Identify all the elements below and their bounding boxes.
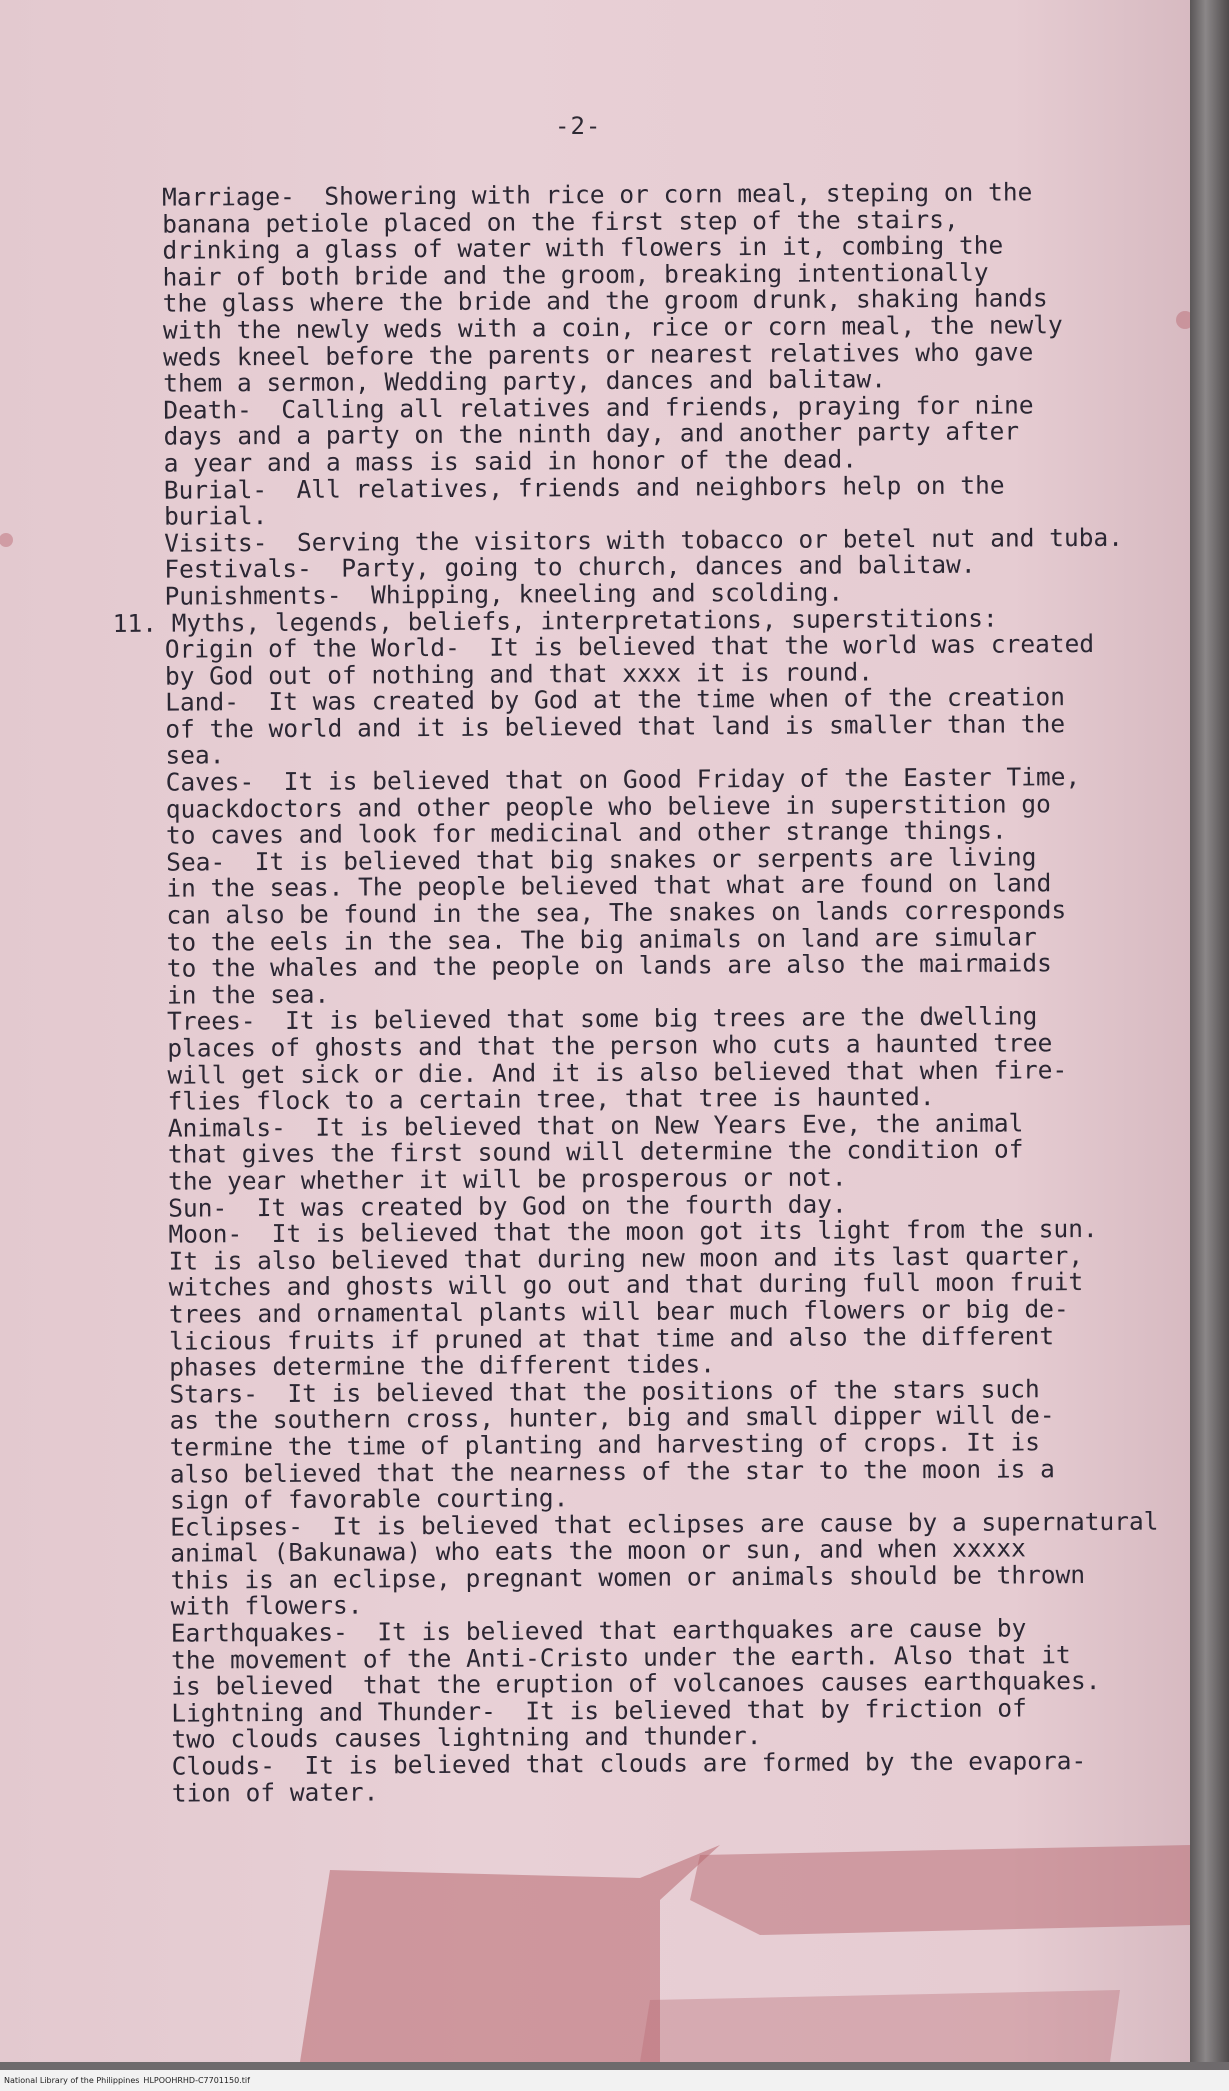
- text-line: Moon- It is believed that the moon got its light from the sun.: [168, 1214, 1098, 1249]
- text-line: tion of water.: [171, 1777, 379, 1808]
- text-line: sign of favorable courting.: [169, 1483, 569, 1515]
- text-line: is believed that the eruption of volcanoes causes earthquakes.: [171, 1666, 1101, 1701]
- text-line: Burial- All relatives, friends and neighbors help on the: [163, 470, 1005, 505]
- text-line: Eclipses- It is believed that eclipses are cause by a supernatural: [170, 1506, 1159, 1542]
- text-line: quackdoctors and other people who believe in superstition go: [165, 788, 1051, 824]
- text-line: sea.: [165, 740, 225, 771]
- section-heading: 11. Myths, legends, beliefs, interpretations, superstitions:: [112, 603, 998, 638]
- text-line: Sun- It was created by God on the fourth day.: [168, 1189, 847, 1223]
- text-line: the year whether it will be prosperous or not.: [167, 1162, 847, 1196]
- text-line: Caves- It is believed that on Good Friday of the Easter Time,: [165, 762, 1081, 797]
- text-line: Punishments- Whipping, kneeling and scolding.: [164, 577, 844, 611]
- text-line: banana petiole placed on the first step of the stairs,: [162, 204, 959, 239]
- text-line: Trees- It is believed that some big trees are the dwelling: [167, 1001, 1038, 1037]
- text-line: Earthquakes- It is believed that earthquakes are cause by: [170, 1613, 1027, 1648]
- text-line: to caves and look for medicinal and other strange things.: [165, 815, 1007, 850]
- text-line: the glass where the bride and the groom drunk, shaking hands: [162, 283, 1048, 319]
- text-line: with the newly weds with a coin, rice or corn meal, the newly: [162, 310, 1063, 345]
- text-line: Death- Calling all relatives and friends, praying for nine: [163, 390, 1034, 425]
- text-line: Visits- Serving the visitors with tobacco or betel nut and tuba.: [164, 522, 1124, 558]
- text-line: to the eels in the sea. The big animals on land are simular: [166, 921, 1037, 957]
- text-line: a year and a mass is said in honor of the dead.: [163, 444, 858, 478]
- page-number: -2-: [555, 112, 602, 140]
- scan-caption: [0, 2070, 1229, 2091]
- text-line: It is also believed that during new moon and its last quarter,: [168, 1240, 1084, 1276]
- text-line: animal (Bakunawa) who eats the moon or sun, and when xxxxx: [170, 1533, 1026, 1568]
- text-line: flies flock to a certain tree, that tree is haunted.: [167, 1082, 935, 1116]
- text-line: in the sea.: [166, 979, 330, 1010]
- text-line: Marriage- Showering with rice or corn meal, steping on the: [161, 177, 1033, 212]
- text-line: this is an eclipse, pregnant women or animals should be thrown: [170, 1559, 1086, 1595]
- text-line: with flowers.: [170, 1590, 363, 1622]
- text-line: days and a party on the ninth day, and another party after: [163, 416, 1020, 452]
- text-line: can also be found in the sea, The snakes on lands corresponds: [166, 895, 1067, 930]
- text-line: trees and ornamental plants will bear much flowers or big de-: [168, 1294, 1069, 1329]
- text-line: drinking a glass of water with flowers in it, combing the: [162, 230, 1004, 265]
- text-line: them a sermon, Wedding party, dances and balitaw.: [163, 364, 887, 398]
- text-line: to the whales and the people on lands are also the mairmaids: [166, 948, 1052, 983]
- text-line: Origin of the World- It is believed that the world was created: [164, 629, 1095, 664]
- text-line: termine the time of planting and harvesting of crops. It is: [169, 1427, 1041, 1462]
- scan-file: HLPOOHRHD-C7701150.tif: [143, 2076, 250, 2085]
- text-line: weds kneel before the parents or nearest relatives who gave: [162, 336, 1034, 372]
- text-line: two clouds causes lightning and thunder.: [171, 1721, 762, 1755]
- text-line: Lightning and Thunder- It is believed that by friction of: [171, 1693, 1027, 1728]
- text-line: Land- It was created by God at the time when of the creation: [165, 682, 1065, 717]
- text-line: by God out of nothing and that xxxx it is round.: [164, 657, 874, 691]
- text-line: Stars- It is believed that the positions of the stars such: [169, 1374, 1040, 1409]
- text-line: Sea- It is believed that big snakes or serpents are living: [166, 842, 1037, 877]
- text-line: burial.: [163, 501, 268, 531]
- text-line: Animals- It is believed that on New Years Eve, the animal: [167, 1108, 1024, 1143]
- text-line: the movement of the Anti-Cristo under the earth. Also that it: [170, 1639, 1071, 1675]
- text-line: as the southern cross, hunter, big and small dipper will de-: [169, 1400, 1055, 1435]
- text-line: witches and ghosts will go out and that during full moon fruit: [168, 1267, 1084, 1303]
- text-line: hair of both bride and the groom, breaking intentionally: [162, 257, 989, 292]
- text-line: phases determine the different tides.: [169, 1349, 716, 1382]
- text-line: Festivals- Party, going to church, dances and balitaw.: [164, 550, 976, 584]
- text-line: also believed that the nearness of the star to the moon is a: [169, 1453, 1055, 1489]
- text-line: Clouds- It is believed that clouds are formed by the evapora-: [171, 1746, 1087, 1781]
- text-line: places of ghosts and that the person who cuts a haunted tree: [167, 1028, 1053, 1063]
- scan-source: National Library of the Philippines: [4, 2076, 140, 2085]
- text-line: that gives the first sound will determine the condition of: [167, 1134, 1024, 1170]
- text-line: licious fruits if pruned at that time and also the different: [168, 1320, 1055, 1356]
- text-line: in the seas. The people believed that what are found on land: [166, 868, 1052, 904]
- typed-body: [110, 178, 1190, 1807]
- text-line: will get sick or die. And it is also believed that when fire-: [167, 1054, 1068, 1090]
- binding-edge: [1190, 0, 1229, 2062]
- text-line: of the world and it is believed that land is smaller than the: [165, 709, 1066, 744]
